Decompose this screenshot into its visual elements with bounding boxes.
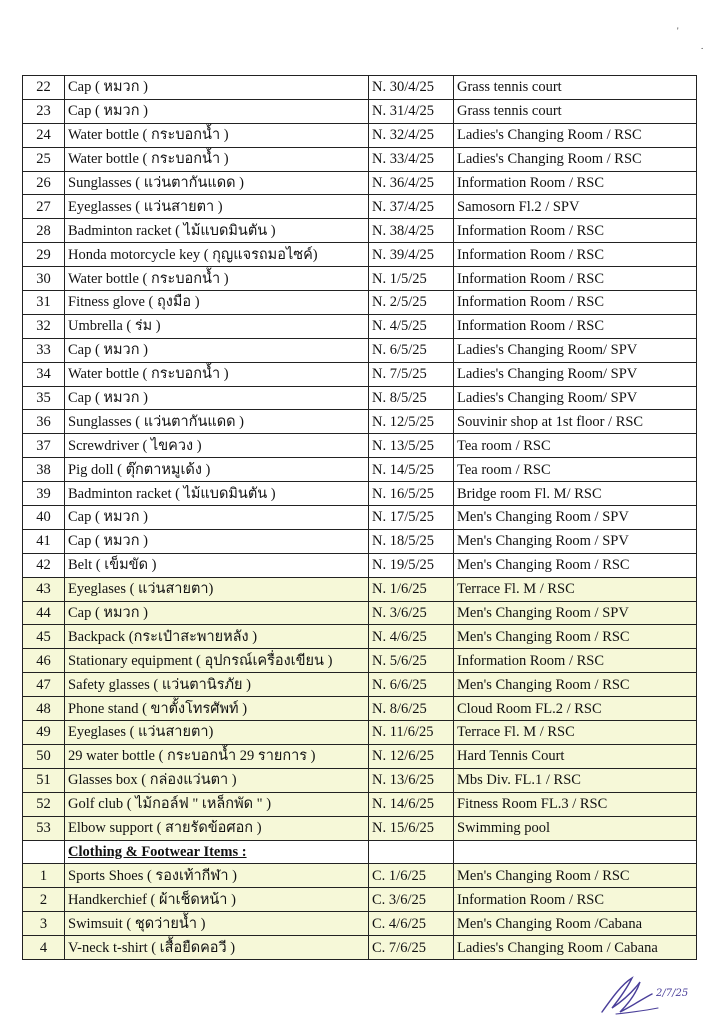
row-number: 26 [23, 171, 65, 195]
item-reference: N. 37/4/25 [369, 195, 454, 219]
item-reference: N. 18/5/25 [369, 529, 454, 553]
item-description: Cap ( หมวก ) [65, 386, 369, 410]
item-description: Golf club ( ไม้กอล์ฟ " เหล็กพัด " ) [65, 792, 369, 816]
row-number: 1 [23, 864, 65, 888]
table-row [23, 338, 697, 362]
found-location: Hard Tennis Court [454, 744, 697, 768]
item-reference: N. 8/6/25 [369, 697, 454, 721]
row-number: 52 [23, 792, 65, 816]
table-row [23, 362, 697, 386]
row-number: 40 [23, 506, 65, 530]
table-row [23, 936, 697, 960]
item-description: Fitness glove ( ถุงมือ ) [65, 291, 369, 315]
item-description: Swimsuit ( ชุดว่ายน้ำ ) [65, 912, 369, 936]
item-reference: N. 31/4/25 [369, 99, 454, 123]
found-location: Terrace Fl. M / RSC [454, 577, 697, 601]
empty-cell [23, 840, 65, 864]
table-row [23, 219, 697, 243]
row-number: 53 [23, 816, 65, 840]
found-location: Information Room / RSC [454, 888, 697, 912]
row-number: 50 [23, 744, 65, 768]
table-row [23, 458, 697, 482]
row-number: 29 [23, 243, 65, 267]
item-reference: N. 1/5/25 [369, 267, 454, 291]
found-location: Men's Changing Room / SPV [454, 529, 697, 553]
found-location: Ladies's Changing Room/ SPV [454, 338, 697, 362]
row-number: 24 [23, 123, 65, 147]
row-number: 22 [23, 76, 65, 100]
section-header-row [23, 840, 697, 864]
scan-mark: . [701, 41, 704, 51]
item-description: Umbrella ( ร่ม ) [65, 314, 369, 338]
row-number: 43 [23, 577, 65, 601]
row-number: 36 [23, 410, 65, 434]
item-description: Water bottle ( กระบอกน้ำ ) [65, 123, 369, 147]
scan-mark: ' [677, 26, 679, 36]
item-reference: N. 32/4/25 [369, 123, 454, 147]
item-reference: N. 5/6/25 [369, 649, 454, 673]
item-reference: N. 4/5/25 [369, 314, 454, 338]
item-description: Eyeglasses ( แว่นสายตา ) [65, 195, 369, 219]
found-location: Fitness Room FL.3 / RSC [454, 792, 697, 816]
found-location: Tea room / RSC [454, 458, 697, 482]
table-row [23, 291, 697, 315]
found-location: Information Room / RSC [454, 243, 697, 267]
row-number: 45 [23, 625, 65, 649]
table-row [23, 147, 697, 171]
item-description: Cap ( หมวก ) [65, 76, 369, 100]
found-location: Ladies's Changing Room / Cabana [454, 936, 697, 960]
row-number: 51 [23, 768, 65, 792]
row-number: 42 [23, 553, 65, 577]
item-description: Phone stand ( ขาตั้งโทรศัพท์ ) [65, 697, 369, 721]
found-location: Men's Changing Room / SPV [454, 601, 697, 625]
item-reference: N. 1/6/25 [369, 577, 454, 601]
item-reference: N. 14/5/25 [369, 458, 454, 482]
row-number: 46 [23, 649, 65, 673]
item-reference: N. 13/5/25 [369, 434, 454, 458]
signature-date: 2/7/25 [656, 988, 689, 999]
item-description: V-neck t-shirt ( เสื้อยืดคอวี ) [65, 936, 369, 960]
item-reference: N. 17/5/25 [369, 506, 454, 530]
found-location: Men's Changing Room /Cabana [454, 912, 697, 936]
row-number: 2 [23, 888, 65, 912]
lost-items-body [23, 76, 697, 960]
found-location: Souvinir shop at 1st floor / RSC [454, 410, 697, 434]
table-row [23, 768, 697, 792]
row-number: 41 [23, 529, 65, 553]
item-description: 29 water bottle ( กระบอกน้ำ 29 รายการ ) [65, 744, 369, 768]
table-row [23, 792, 697, 816]
item-description: Water bottle ( กระบอกน้ำ ) [65, 267, 369, 291]
found-location: Information Room / RSC [454, 291, 697, 315]
lost-items-table [22, 75, 697, 960]
table-row [23, 123, 697, 147]
item-reference: C. 1/6/25 [369, 864, 454, 888]
found-location: Grass tennis court [454, 76, 697, 100]
found-location: Ladies's Changing Room/ SPV [454, 362, 697, 386]
item-reference: N. 30/4/25 [369, 76, 454, 100]
row-number: 47 [23, 673, 65, 697]
found-location: Grass tennis court [454, 99, 697, 123]
table-row [23, 434, 697, 458]
found-location: Ladies's Changing Room / RSC [454, 147, 697, 171]
item-description: Cap ( หมวก ) [65, 529, 369, 553]
item-description: Safety glasses ( แว่นตานิรภัย ) [65, 673, 369, 697]
table-row [23, 76, 697, 100]
empty-cell [454, 840, 697, 864]
row-number: 44 [23, 601, 65, 625]
item-description: Screwdriver ( ไขควง ) [65, 434, 369, 458]
table-row [23, 482, 697, 506]
empty-cell [369, 840, 454, 864]
item-reference: N. 13/6/25 [369, 768, 454, 792]
item-description: Badminton racket ( ไม้แบดมินตัน ) [65, 219, 369, 243]
row-number: 49 [23, 721, 65, 745]
found-location: Terrace Fl. M / RSC [454, 721, 697, 745]
item-reference: N. 36/4/25 [369, 171, 454, 195]
row-number: 33 [23, 338, 65, 362]
found-location: Swimming pool [454, 816, 697, 840]
found-location: Information Room / RSC [454, 171, 697, 195]
table-row [23, 625, 697, 649]
table-row [23, 673, 697, 697]
found-location: Men's Changing Room / SPV [454, 506, 697, 530]
row-number: 37 [23, 434, 65, 458]
row-number: 28 [23, 219, 65, 243]
item-description: Water bottle ( กระบอกน้ำ ) [65, 362, 369, 386]
item-reference: N. 38/4/25 [369, 219, 454, 243]
row-number: 48 [23, 697, 65, 721]
item-description: Cap ( หมวก ) [65, 99, 369, 123]
table-row [23, 314, 697, 338]
table-row [23, 99, 697, 123]
table-row [23, 601, 697, 625]
found-location: Men's Changing Room / RSC [454, 553, 697, 577]
row-number: 31 [23, 291, 65, 315]
item-reference: N. 16/5/25 [369, 482, 454, 506]
table-row [23, 697, 697, 721]
item-reference: N. 7/5/25 [369, 362, 454, 386]
row-number: 34 [23, 362, 65, 386]
item-description: Cap ( หมวก ) [65, 506, 369, 530]
item-reference: C. 7/6/25 [369, 936, 454, 960]
item-description: Cap ( หมวก ) [65, 338, 369, 362]
item-description: Sunglasses ( แว่นตากันแดด ) [65, 410, 369, 434]
table-row [23, 410, 697, 434]
found-location: Men's Changing Room / RSC [454, 673, 697, 697]
item-reference: N. 2/5/25 [369, 291, 454, 315]
item-description: Elbow support ( สายรัดข้อศอก ) [65, 816, 369, 840]
item-reference: C. 3/6/25 [369, 888, 454, 912]
found-location: Ladies's Changing Room/ SPV [454, 386, 697, 410]
item-reference: N. 12/5/25 [369, 410, 454, 434]
found-location: Tea room / RSC [454, 434, 697, 458]
table-row [23, 506, 697, 530]
row-number: 25 [23, 147, 65, 171]
row-number: 35 [23, 386, 65, 410]
table-row [23, 816, 697, 840]
row-number: 23 [23, 99, 65, 123]
item-reference: N. 11/6/25 [369, 721, 454, 745]
found-location: Samosorn Fl.2 / SPV [454, 195, 697, 219]
row-number: 32 [23, 314, 65, 338]
section-title-cell [65, 840, 369, 864]
row-number: 38 [23, 458, 65, 482]
item-description: Badminton racket ( ไม้แบดมินตัน ) [65, 482, 369, 506]
table-row [23, 912, 697, 936]
item-reference: N. 33/4/25 [369, 147, 454, 171]
table-row [23, 267, 697, 291]
item-reference: N. 39/4/25 [369, 243, 454, 267]
item-reference: N. 6/5/25 [369, 338, 454, 362]
found-location: Men's Changing Room / RSC [454, 864, 697, 888]
table-row [23, 649, 697, 673]
item-description: Water bottle ( กระบอกน้ำ ) [65, 147, 369, 171]
item-description: Belt ( เข็มขัด ) [65, 553, 369, 577]
table-row [23, 577, 697, 601]
item-reference: N. 19/5/25 [369, 553, 454, 577]
item-description: Stationary equipment ( อุปกรณ์เครื่องเขียน ) [65, 649, 369, 673]
found-location: Mbs Div. FL.1 / RSC [454, 768, 697, 792]
item-reference: N. 14/6/25 [369, 792, 454, 816]
item-description: Pig doll ( ตุ๊กตาหมูเด้ง ) [65, 458, 369, 482]
row-number: 27 [23, 195, 65, 219]
found-location: Cloud Room FL.2 / RSC [454, 697, 697, 721]
row-number: 3 [23, 912, 65, 936]
table-row [23, 195, 697, 219]
item-reference: N. 3/6/25 [369, 601, 454, 625]
found-location: Information Room / RSC [454, 219, 697, 243]
table-row [23, 243, 697, 267]
item-description: Glasses box ( กล่องแว่นตา ) [65, 768, 369, 792]
item-description: Eyeglases ( แว่นสายตา) [65, 577, 369, 601]
found-location: Bridge room Fl. M/ RSC [454, 482, 697, 506]
table-row [23, 864, 697, 888]
item-reference: N. 15/6/25 [369, 816, 454, 840]
table-row [23, 721, 697, 745]
found-location: Ladies's Changing Room / RSC [454, 123, 697, 147]
item-description: Handkerchief ( ผ้าเช็ดหน้า ) [65, 888, 369, 912]
row-number: 4 [23, 936, 65, 960]
found-location: Information Room / RSC [454, 649, 697, 673]
item-reference: N. 4/6/25 [369, 625, 454, 649]
item-reference: N. 12/6/25 [369, 744, 454, 768]
item-reference: N. 8/5/25 [369, 386, 454, 410]
row-number: 39 [23, 482, 65, 506]
table-row [23, 529, 697, 553]
item-description: Honda motorcycle key ( กุญแจรถมอไซค์) [65, 243, 369, 267]
item-description: Cap ( หมวก ) [65, 601, 369, 625]
item-description: Backpack (กระเป๋าสะพายหลัง ) [65, 625, 369, 649]
table-row [23, 888, 697, 912]
found-location: Information Room / RSC [454, 267, 697, 291]
found-location: Information Room / RSC [454, 314, 697, 338]
item-description: Eyeglases ( แว่นสายตา) [65, 721, 369, 745]
item-reference: C. 4/6/25 [369, 912, 454, 936]
found-location: Men's Changing Room / RSC [454, 625, 697, 649]
table-row [23, 171, 697, 195]
item-description: Sports Shoes ( รองเท้ากีฬา ) [65, 864, 369, 888]
section-title: Clothing & Footwear Items : [68, 843, 247, 860]
table-row [23, 553, 697, 577]
table-row [23, 744, 697, 768]
item-description: Sunglasses ( แว่นตากันแดด ) [65, 171, 369, 195]
table-row [23, 386, 697, 410]
item-reference: N. 6/6/25 [369, 673, 454, 697]
row-number: 30 [23, 267, 65, 291]
